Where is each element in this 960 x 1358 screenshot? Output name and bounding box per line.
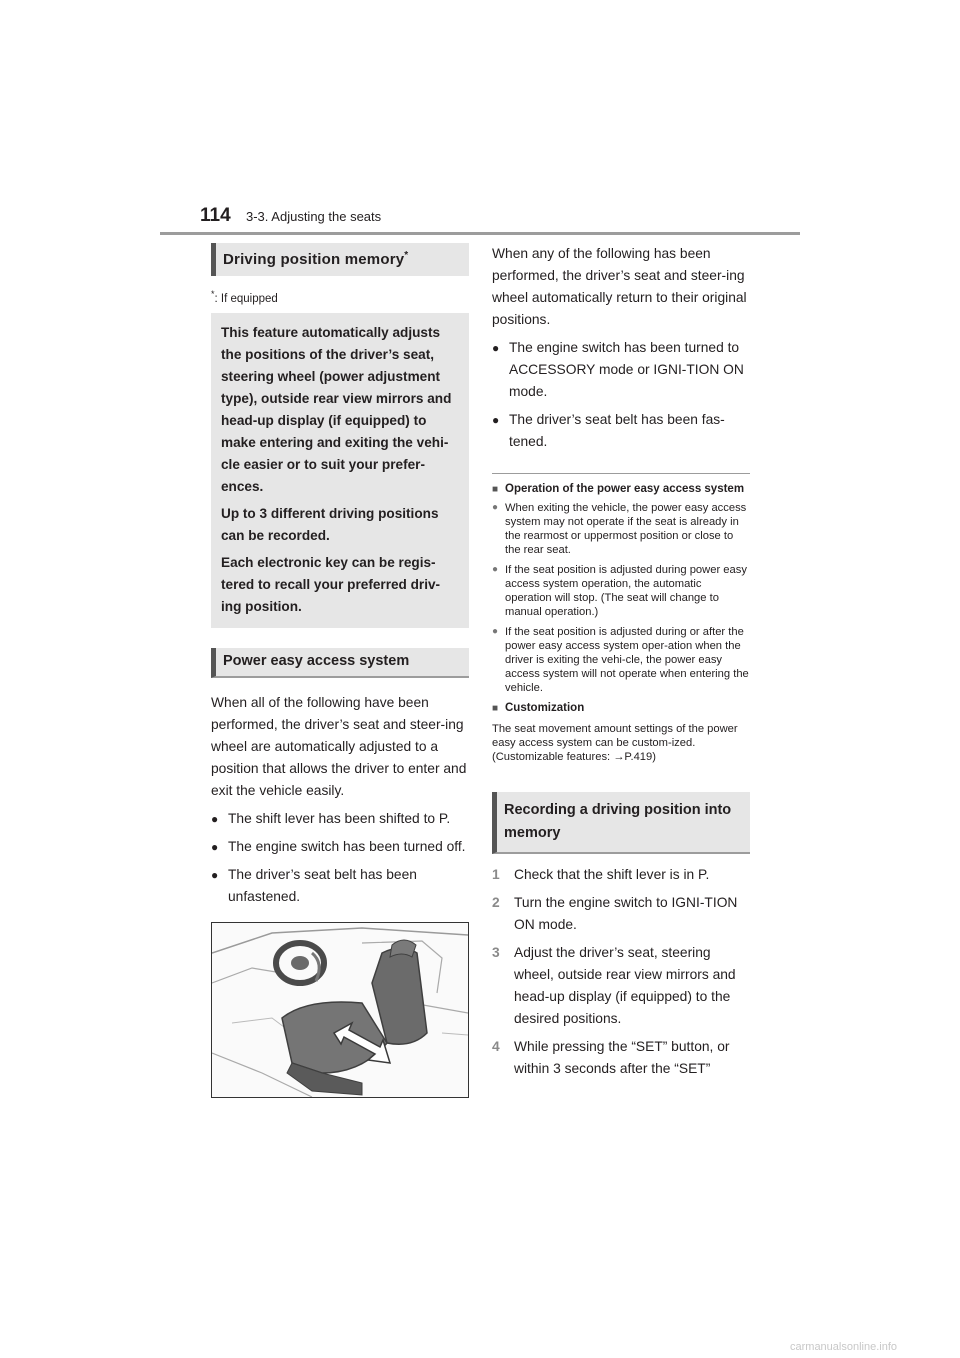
step-item <box>492 864 750 886</box>
step-text: Check that the shift lever is in P. <box>514 867 710 882</box>
note-heading: ■ Operation of the power easy access system <box>492 482 750 497</box>
feature-title: Driving position memory <box>223 251 405 268</box>
return-bullet-list <box>492 337 750 453</box>
step-item <box>492 1036 750 1080</box>
left-column <box>211 243 469 1098</box>
title-asterisk: * <box>404 250 409 261</box>
bullet-item: ● The engine switch has been turned off. <box>211 836 469 858</box>
step-text: Adjust the driver’s seat, steering wheel, outside rear view mirrors and head-up display (if equipped) to the desired positions. <box>514 945 736 1026</box>
bullet-item: ● The driver’s seat belt has been unfastened. <box>211 864 469 908</box>
footnote-asterisk: * <box>211 289 215 299</box>
step-text: While pressing the “SET” button, or within 3 seconds after the “SET” <box>514 1039 730 1076</box>
customization-heading: ■ Customization <box>492 701 750 716</box>
bullet-item: ● The driver’s seat belt has been fas-tened. <box>492 409 750 453</box>
notes-divider <box>492 473 750 474</box>
step-list <box>492 864 750 1080</box>
footnote-text: : If equipped <box>214 292 278 305</box>
note-item: ● When exiting the vehicle, the power easy access system may not operate if the seat is already in the rearmost or uppermost position or close to the rear seat. <box>492 501 750 557</box>
page-number: 114 <box>200 205 231 226</box>
bullet-item: ● The shift lever has been shifted to P. <box>211 808 469 830</box>
step-number: 4 <box>492 1039 500 1054</box>
step-number: 2 <box>492 895 500 910</box>
feature-title-bar <box>211 243 469 276</box>
header-rule <box>160 232 800 235</box>
intro-box <box>211 313 469 628</box>
customization-text: The seat movement amount settings of the power easy access system can be custom-ized. (Customizable features: →P.419) <box>492 723 738 763</box>
recording-title: Recording a driving position into memory <box>492 792 750 854</box>
equipped-footnote <box>211 289 469 305</box>
right-column <box>492 243 750 1086</box>
step-number: 1 <box>492 867 500 882</box>
power-easy-access-title: Power easy access system <box>211 648 469 678</box>
watermark: carmanualsonline.info <box>790 1341 898 1353</box>
step-text: Turn the engine switch to IGNI-TION ON mode. <box>514 895 738 932</box>
step-number: 3 <box>492 945 500 960</box>
note-item: ● If the seat position is adjusted during or after the power easy access system oper-ation when the driver is exiting the vehi-cle, the power easy access system will not operate when entering the vehicle. <box>492 625 750 695</box>
step-item <box>492 892 750 936</box>
return-paragraph: When any of the following has been performed, the driver’s seat and steer-ing wheel automatically return to their original positions. <box>492 246 747 327</box>
intro-paragraph: This feature automatically adjusts the positions of the driver’s seat, steering wheel (power adjustment type), outside rear view mirrors and head-up display (if equipped) to make entering and exiting the vehi-cle easier or to suit your prefer-ences. <box>221 324 452 494</box>
intro-paragraph: Up to 3 different driving positions can be recorded. <box>221 505 439 543</box>
step-item <box>492 942 750 1030</box>
bullet-list <box>211 808 469 908</box>
seat-illustration <box>211 922 469 1098</box>
body-paragraph: When all of the following have been performed, the driver’s seat and steer-ing wheel are automatically adjusted to a position that allows the driver to enter and exit the vehicle easily. <box>211 694 467 798</box>
section-heading: 3-3. Adjusting the seats <box>246 209 382 224</box>
bullet-item: ● The engine switch has been turned to ACCESSORY mode or IGNI-TION ON mode. <box>492 337 750 403</box>
intro-paragraph: Each electronic key can be regis-tered to recall your preferred driv-ing position. <box>221 554 441 614</box>
note-item: ● If the seat position is adjusted during power easy access system operation, the automatic operation will stop. (The seat will change to manual operation.) <box>492 563 750 619</box>
